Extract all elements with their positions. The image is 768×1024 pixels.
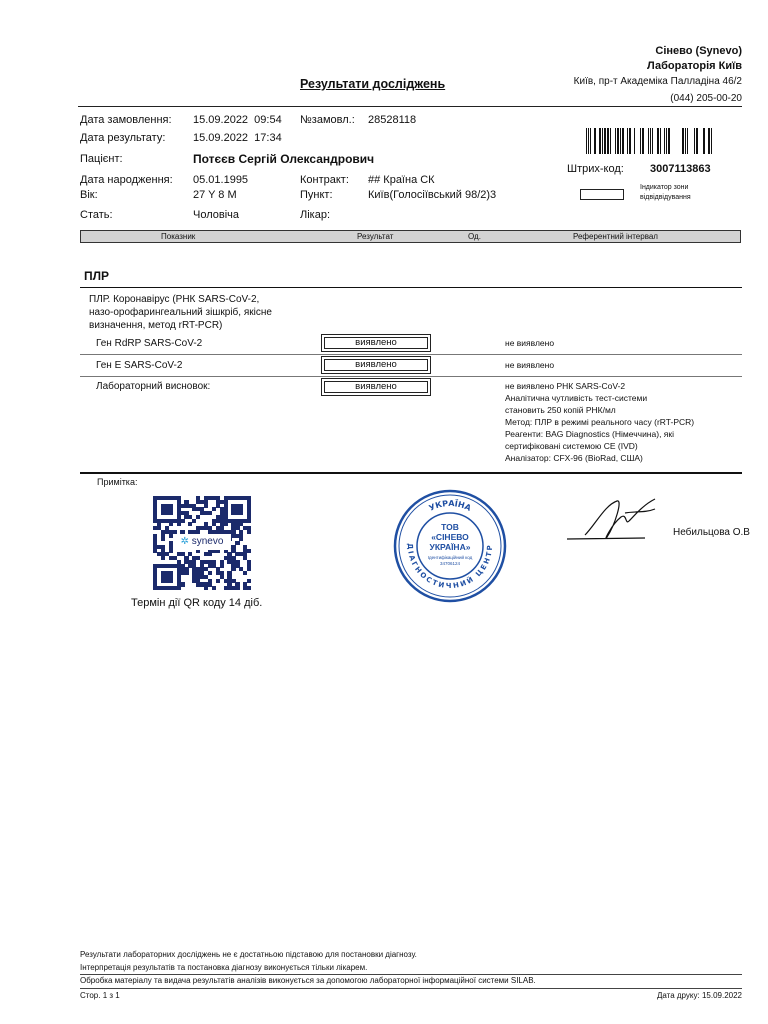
test-row-reference: не виявлено РНК SARS-CoV-2 [505,381,626,391]
conclusion-note: сертифіковані системою CE (IVD) [505,441,638,451]
doctor-label: Лікар: [300,209,331,221]
conclusion-note: становить 250 копій РНК/мл [505,405,616,415]
qr-module [235,541,239,545]
barcode-bar [650,128,651,154]
qr-module [208,511,212,515]
test-row-result: виявлено [321,356,431,374]
test-title-line3: визначення, метод rRT-PCR) [89,320,223,331]
qr-module [161,556,165,560]
order-no-label: №замовл.: [300,114,355,126]
stamp-line2: «СІНЕВО [431,532,469,542]
qr-module [235,586,239,590]
stamp-code: 34706124 [439,561,461,566]
qr-module [239,511,243,515]
section-divider [80,287,742,288]
qr-module [169,511,173,515]
qr-module [169,549,173,553]
qr-module [180,519,184,523]
signer-name: Небильцова О.В [673,527,750,538]
conclusion-note: Аналітична чутливість тест-системи [505,393,648,403]
point: Київ(Голосіївський 98/2)3 [368,189,497,201]
col-reference: Референтний інтервал [573,232,658,241]
conclusion-note: Аналізатор: CFX-96 (BioRad, США) [505,453,643,463]
stamp-top-text: УКРАЇНА [427,498,473,513]
lab-address: Київ, пр-т Академіка Палладіна 46/2 [573,76,742,87]
barcode-bar [703,128,705,154]
conclusion-note: Метод: ПЛР в режимі реального часу (rRT-PCR) [505,417,695,427]
footer-divider [80,988,742,989]
qr-module [177,522,181,526]
qr-module [243,571,247,575]
row-divider [80,376,742,377]
qr-module [180,582,184,586]
synevo-logo-icon: ✲ [180,536,189,547]
barcode-bar [642,128,644,154]
barcode-bar [620,128,621,154]
footer-line3: Обробка матеріалу та видача результатів аналізів виконується за допомогою лабораторної інформаційної системи SILAB. [80,976,536,985]
barcode-bar [694,128,695,154]
barcode-bar [627,128,628,154]
barcode-bar [668,128,670,154]
qr-brand [173,534,231,550]
test-row-name: Ген E SARS-CoV-2 [96,360,183,371]
barcode-bar [590,128,591,154]
barcode-bar [660,128,661,154]
qr-module [192,519,196,523]
qr-brand-text: synevo [191,536,224,547]
footer-divider [80,974,742,975]
barcode-bar [617,128,619,154]
zone-indicator-box [580,189,624,200]
qr-caption: Термін дії QR коду 14 діб. [131,597,263,609]
conclusion-notes [505,380,694,464]
conclusion-note: Реагенти: BAG Diagnostics (Німеччина), які [505,429,674,439]
test-row-reference: не виявлено [505,338,555,348]
qr-module [216,579,220,583]
qr-module [169,522,173,526]
qr-module [208,552,212,556]
lab-branch: Лабораторія Київ [646,60,742,72]
stamp-code-label: Ідентифікаційний код [427,555,473,560]
lab-phone: (044) 205-00-20 [670,93,742,104]
stamp-line3: УКРАЇНА» [429,542,471,552]
test-row-result: виявлено [321,378,431,396]
qr-module [247,579,251,583]
barcode-bar [604,128,606,154]
barcode-bar [648,128,649,154]
patient-label: Пацієнт: [80,153,123,165]
qr-module [177,586,181,590]
order-date-label: Дата замовлення: [80,114,172,126]
qr-module [247,567,251,571]
print-date: Дата друку: 15.09.2022 [656,991,742,1000]
results-end-divider [80,472,742,474]
barcode-bar [610,128,611,154]
barcode-bar [622,128,624,154]
barcode-bar [685,128,686,154]
barcode-bar [652,128,653,154]
barcode-bar [602,128,603,154]
zone-indicator-text [640,183,691,203]
results-table-header [80,230,741,243]
sex: Чоловіча [193,209,240,221]
qr-module [247,519,251,523]
qr-module [169,579,173,583]
col-unit: Од. [468,232,481,241]
qr-module [212,586,216,590]
age-label: Вік: [80,189,98,201]
barcode-bar [599,128,601,154]
age: 27 Y 8 M [193,189,237,201]
barcode-bar [657,128,659,154]
test-title [89,293,272,332]
zone-indicator-line1: Індикатор зони [640,184,689,191]
note-label: Примітка: [97,477,138,487]
qr-module [247,530,251,534]
footer-line1: Результати лабораторних досліджень не є достатньою підставою для постановки діагнозу. [80,950,417,959]
barcode-bar [615,128,616,154]
barcode-value: 3007113863 [650,163,711,175]
stamp-line1: ТОВ [441,522,459,532]
qr-module [204,586,208,590]
qr-module [161,537,165,541]
lab-name: Сінево (Synevo) [655,45,742,57]
section-title: ПЛР [84,269,110,283]
qr-module [220,564,224,568]
barcode-bar [594,128,596,154]
test-row-name: Лабораторний висновок: [96,381,211,392]
zone-indicator-line2: відвідвідування [640,194,691,201]
sex-label: Стать: [80,209,113,221]
qr-code[interactable] [153,496,251,590]
point-label: Пункт: [300,189,333,201]
contract: ## Країна СК [368,174,435,186]
qr-module [247,549,251,553]
footer-line2: Інтерпретація результатів та постановка діагнозу виконується тільки лікарем. [80,963,368,972]
barcode-bar [664,128,665,154]
order-date: 15.09.2022 09:54 [193,114,282,126]
qr-module [212,507,216,511]
barcode-bar [696,128,698,154]
signature-scribble [565,495,670,545]
company-stamp [392,488,508,604]
qr-module [239,537,243,541]
qr-module [224,522,228,526]
patient-name: Потєєв Сергій Олександрович [193,152,375,166]
barcode-image [584,128,714,154]
barcode-bar [629,128,631,154]
qr-module [184,571,188,575]
stamp-bottom-text: ДІАГНОСТИЧНИЙ ЦЕНТР [405,543,495,591]
barcode-label: Штрих-код: [567,163,624,175]
barcode-bar [666,128,667,154]
col-indicator: Показник [161,232,196,241]
qr-module [196,515,200,519]
barcode-bar [711,128,712,154]
barcode-bar [586,128,587,154]
result-date: 15.09.2022 17:34 [193,132,282,144]
page-number: Стор. 1 з 1 [80,991,120,1000]
svg-text:УКРАЇНА [428,498,474,513]
barcode-bar [682,128,684,154]
dob: 05.01.1995 [193,174,249,186]
test-title-line1: ПЛР. Коронавірус (РНК SARS-CoV-2, [89,294,260,305]
barcode-bar [687,128,688,154]
row-divider [80,354,742,355]
col-result: Результат [357,232,394,241]
qr-module [208,571,212,575]
barcode-bar [640,128,641,154]
test-row-result: виявлено [321,334,431,352]
barcode-bar [708,128,710,154]
order-no: 28528118 [368,114,417,126]
test-row-name: Ген RdRP SARS-CoV-2 [96,338,203,349]
page-title: Результати досліджень [300,77,446,91]
qr-module [204,504,208,508]
contract-label: Контракт: [300,174,349,186]
qr-module [188,522,192,526]
result-date-label: Дата результату: [80,132,166,144]
header-divider [78,106,742,107]
barcode-bar [607,128,609,154]
qr-module [231,567,235,571]
barcode-bar [634,128,635,154]
qr-module [247,586,251,590]
test-title-line2: назо-орофарингеальний зішкріб, якісне [89,307,272,318]
dob-label: Дата народження: [80,174,173,186]
test-row-reference: не виявлено [505,360,555,370]
barcode-bar [588,128,589,154]
